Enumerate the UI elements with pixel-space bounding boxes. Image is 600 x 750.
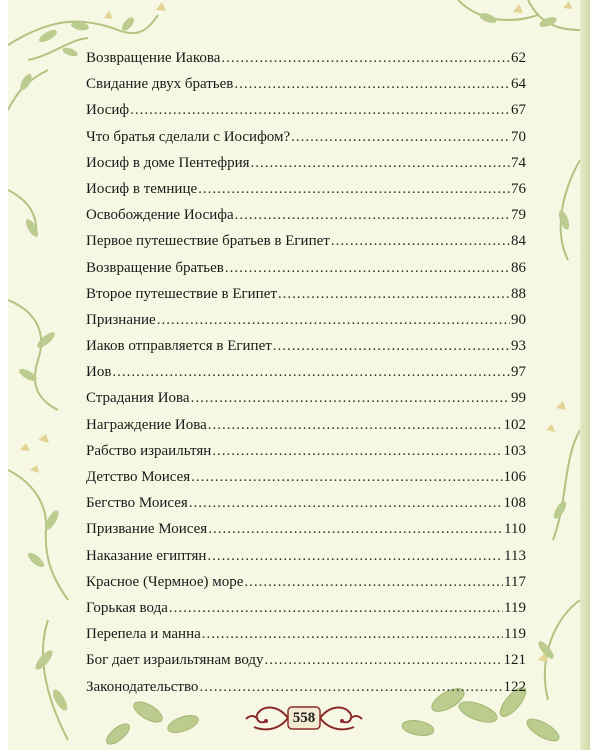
toc-leader-dots bbox=[273, 338, 510, 355]
page-number: 558 bbox=[292, 710, 316, 726]
toc-entry-page: 119 bbox=[504, 599, 526, 616]
toc-entry-title: Свидание двух братьев bbox=[86, 76, 234, 93]
toc-entry bbox=[86, 364, 526, 390]
toc-leader-dots bbox=[191, 469, 502, 486]
toc-entry bbox=[86, 286, 526, 312]
toc-entry bbox=[86, 574, 526, 600]
toc-entry bbox=[86, 102, 526, 128]
toc-leader-dots bbox=[244, 574, 503, 591]
toc-entry-page: 122 bbox=[503, 678, 526, 695]
toc-entry bbox=[86, 495, 526, 521]
toc-leader-dots bbox=[191, 390, 510, 407]
toc-entry-title: Рабство израильтян bbox=[86, 442, 212, 459]
toc-entry-title: Бог дает израильтянам воду bbox=[86, 652, 264, 669]
toc-leader-dots bbox=[208, 417, 503, 434]
toc-entry-title: Наказание египтян bbox=[86, 547, 207, 564]
toc-leader-dots bbox=[221, 50, 510, 67]
toc-leader-dots bbox=[235, 207, 510, 224]
toc-entry bbox=[86, 469, 526, 495]
toc-entry-page: 64 bbox=[511, 76, 526, 93]
toc-entry bbox=[86, 50, 526, 76]
toc-entry-title: Красное (Чермное) море bbox=[86, 573, 244, 590]
toc-leader-dots bbox=[208, 521, 503, 538]
toc-entry-title: Иосиф в доме Пентефрия bbox=[86, 154, 250, 171]
toc-entry-title: Иосиф bbox=[86, 102, 130, 119]
toc-leader-dots bbox=[291, 129, 510, 146]
toc-entry-page: 97 bbox=[511, 364, 526, 381]
toc-entry bbox=[86, 207, 526, 233]
toc-entry-page: 79 bbox=[511, 207, 526, 224]
toc-entry-page: 76 bbox=[511, 180, 526, 197]
toc-entry bbox=[86, 260, 526, 286]
toc-leader-dots bbox=[112, 364, 510, 381]
toc-leader-dots bbox=[189, 495, 503, 512]
toc-entry bbox=[86, 129, 526, 155]
toc-entry bbox=[86, 652, 526, 678]
toc-entry-page: 93 bbox=[511, 338, 526, 355]
toc-entry-title: Перепела и манна bbox=[86, 626, 201, 643]
toc-entry-page: 113 bbox=[504, 547, 526, 564]
toc-entry-page: 106 bbox=[503, 469, 526, 485]
toc-entry bbox=[86, 233, 526, 259]
toc-leader-dots bbox=[207, 548, 503, 565]
toc-entry-title: Бегство Моисея bbox=[86, 495, 188, 512]
book-page bbox=[8, 0, 590, 750]
toc-entry-page: 62 bbox=[511, 50, 526, 66]
toc-entry-title: Возвращение Иакова bbox=[86, 50, 221, 66]
toc-leader-dots bbox=[157, 312, 510, 329]
toc-leader-dots bbox=[225, 260, 510, 277]
toc-entry bbox=[86, 521, 526, 547]
toc-entry-page: 70 bbox=[511, 128, 526, 145]
toc-entry-page: 110 bbox=[504, 521, 526, 538]
toc-entry-title: Освобождение Иосифа bbox=[86, 207, 234, 224]
toc-entry-title: Признание bbox=[86, 311, 156, 328]
toc-entry-page: 74 bbox=[511, 154, 526, 171]
toc-entry-page: 117 bbox=[504, 573, 526, 590]
toc-entry-page: 108 bbox=[503, 495, 526, 512]
toc-entry-title: Иов bbox=[86, 364, 112, 381]
toc-entry bbox=[86, 600, 526, 626]
toc-entry-title: Второе путешествие в Египет bbox=[86, 285, 277, 302]
toc-entry bbox=[86, 548, 526, 574]
toc-entry-page: 67 bbox=[511, 102, 526, 119]
toc-leader-dots bbox=[130, 102, 510, 119]
toc-entry-title: Что братья сделали с Иосифом? bbox=[86, 128, 291, 145]
toc-entry bbox=[86, 390, 526, 416]
page-number-ornament bbox=[244, 697, 364, 739]
toc-leader-dots bbox=[198, 181, 510, 198]
toc-entry-page: 86 bbox=[511, 259, 526, 276]
toc-entry bbox=[86, 417, 526, 443]
toc-leader-dots bbox=[278, 286, 510, 303]
toc-entry-title: Детство Моисея bbox=[86, 469, 191, 485]
toc-entry-page: 99 bbox=[511, 390, 526, 407]
toc-leader-dots bbox=[251, 155, 511, 172]
toc-leader-dots bbox=[199, 679, 502, 696]
table-of-contents bbox=[86, 50, 526, 705]
toc-entry-title: Горькая вода bbox=[86, 599, 168, 616]
toc-entry-title: Законодательство bbox=[86, 678, 199, 695]
toc-entry-title: Иосиф в темнице bbox=[86, 180, 198, 197]
toc-leader-dots bbox=[202, 626, 503, 643]
toc-entry bbox=[86, 312, 526, 338]
toc-entry-title: Страдания Иова bbox=[86, 390, 190, 407]
toc-entry-page: 102 bbox=[503, 416, 526, 433]
toc-entry-title: Иаков отправляется в Египет bbox=[86, 338, 272, 355]
toc-entry-title: Возвращение братьев bbox=[86, 259, 224, 276]
toc-entry-title: Первое путешествие братьев в Египет bbox=[86, 233, 330, 250]
toc-leader-dots bbox=[234, 76, 510, 93]
toc-entry-page: 103 bbox=[503, 442, 526, 459]
toc-entry bbox=[86, 76, 526, 102]
toc-entry bbox=[86, 626, 526, 652]
toc-leader-dots bbox=[169, 600, 503, 617]
toc-leader-dots bbox=[212, 443, 502, 460]
toc-entry-title: Призвание Моисея bbox=[86, 521, 208, 538]
toc-entry bbox=[86, 338, 526, 364]
toc-entry-page: 84 bbox=[511, 233, 526, 250]
toc-entry bbox=[86, 181, 526, 207]
toc-entry-title: Награждение Иова bbox=[86, 416, 207, 433]
toc-entry-page: 119 bbox=[504, 626, 526, 643]
page-edge-shadow bbox=[580, 0, 590, 750]
toc-entry-page: 121 bbox=[503, 652, 526, 669]
toc-entry bbox=[86, 443, 526, 469]
toc-leader-dots bbox=[331, 233, 510, 250]
toc-entry bbox=[86, 155, 526, 181]
toc-entry-page: 90 bbox=[511, 311, 526, 328]
toc-leader-dots bbox=[265, 652, 503, 669]
toc-entry-page: 88 bbox=[511, 285, 526, 302]
